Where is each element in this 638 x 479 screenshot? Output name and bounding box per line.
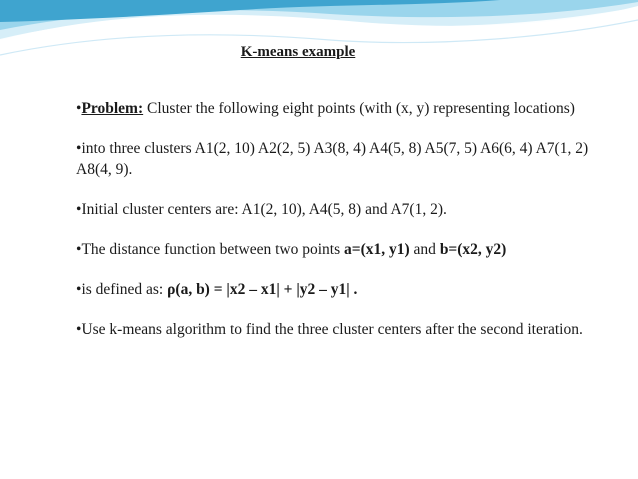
point-a: a=(x1, y1) xyxy=(344,241,410,258)
bullet-marker: • xyxy=(76,201,82,218)
slide-title: K-means example xyxy=(240,44,356,60)
bullet-definition xyxy=(76,279,606,300)
distance-text-a: The distance function between two points xyxy=(81,241,345,258)
bullet-initial-centers xyxy=(76,199,606,220)
bullet-task xyxy=(76,319,606,340)
distance-text-b: and xyxy=(409,241,440,258)
bullet-problem xyxy=(76,98,606,119)
bullet-marker: • xyxy=(76,281,82,298)
bullet-marker: • xyxy=(76,321,82,338)
clusters-text: into three clusters A1(2, 10) A2(2, 5) A3(8, 4) A4(5, 8) A5(7, 5) A6(6, 4) A7(1, 2) A8(4, 9). xyxy=(76,140,589,178)
problem-label: Problem: xyxy=(81,100,144,117)
definition-text: is defined as: xyxy=(81,281,168,298)
initial-centers-text: Initial cluster centers are: A1(2, 10), A4(5, 8) and A7(1, 2). xyxy=(81,201,447,218)
task-text: Use k-means algorithm to find the three cluster centers after the second iteration. xyxy=(81,321,583,338)
problem-text: Cluster the following eight points (with (x, y) representing locations) xyxy=(143,100,575,117)
bullet-clusters xyxy=(76,138,606,180)
distance-formula: ρ(a, b) = |x2 – x1| + |y2 – y1| . xyxy=(167,281,358,298)
bullet-distance-function xyxy=(76,239,606,260)
slide-content xyxy=(76,98,606,359)
bullet-marker: • xyxy=(76,241,82,258)
point-b: b=(x2, y2) xyxy=(439,241,507,258)
bullet-marker: • xyxy=(76,140,82,157)
header-wave-decoration xyxy=(0,0,638,80)
bullet-marker: • xyxy=(76,100,82,117)
